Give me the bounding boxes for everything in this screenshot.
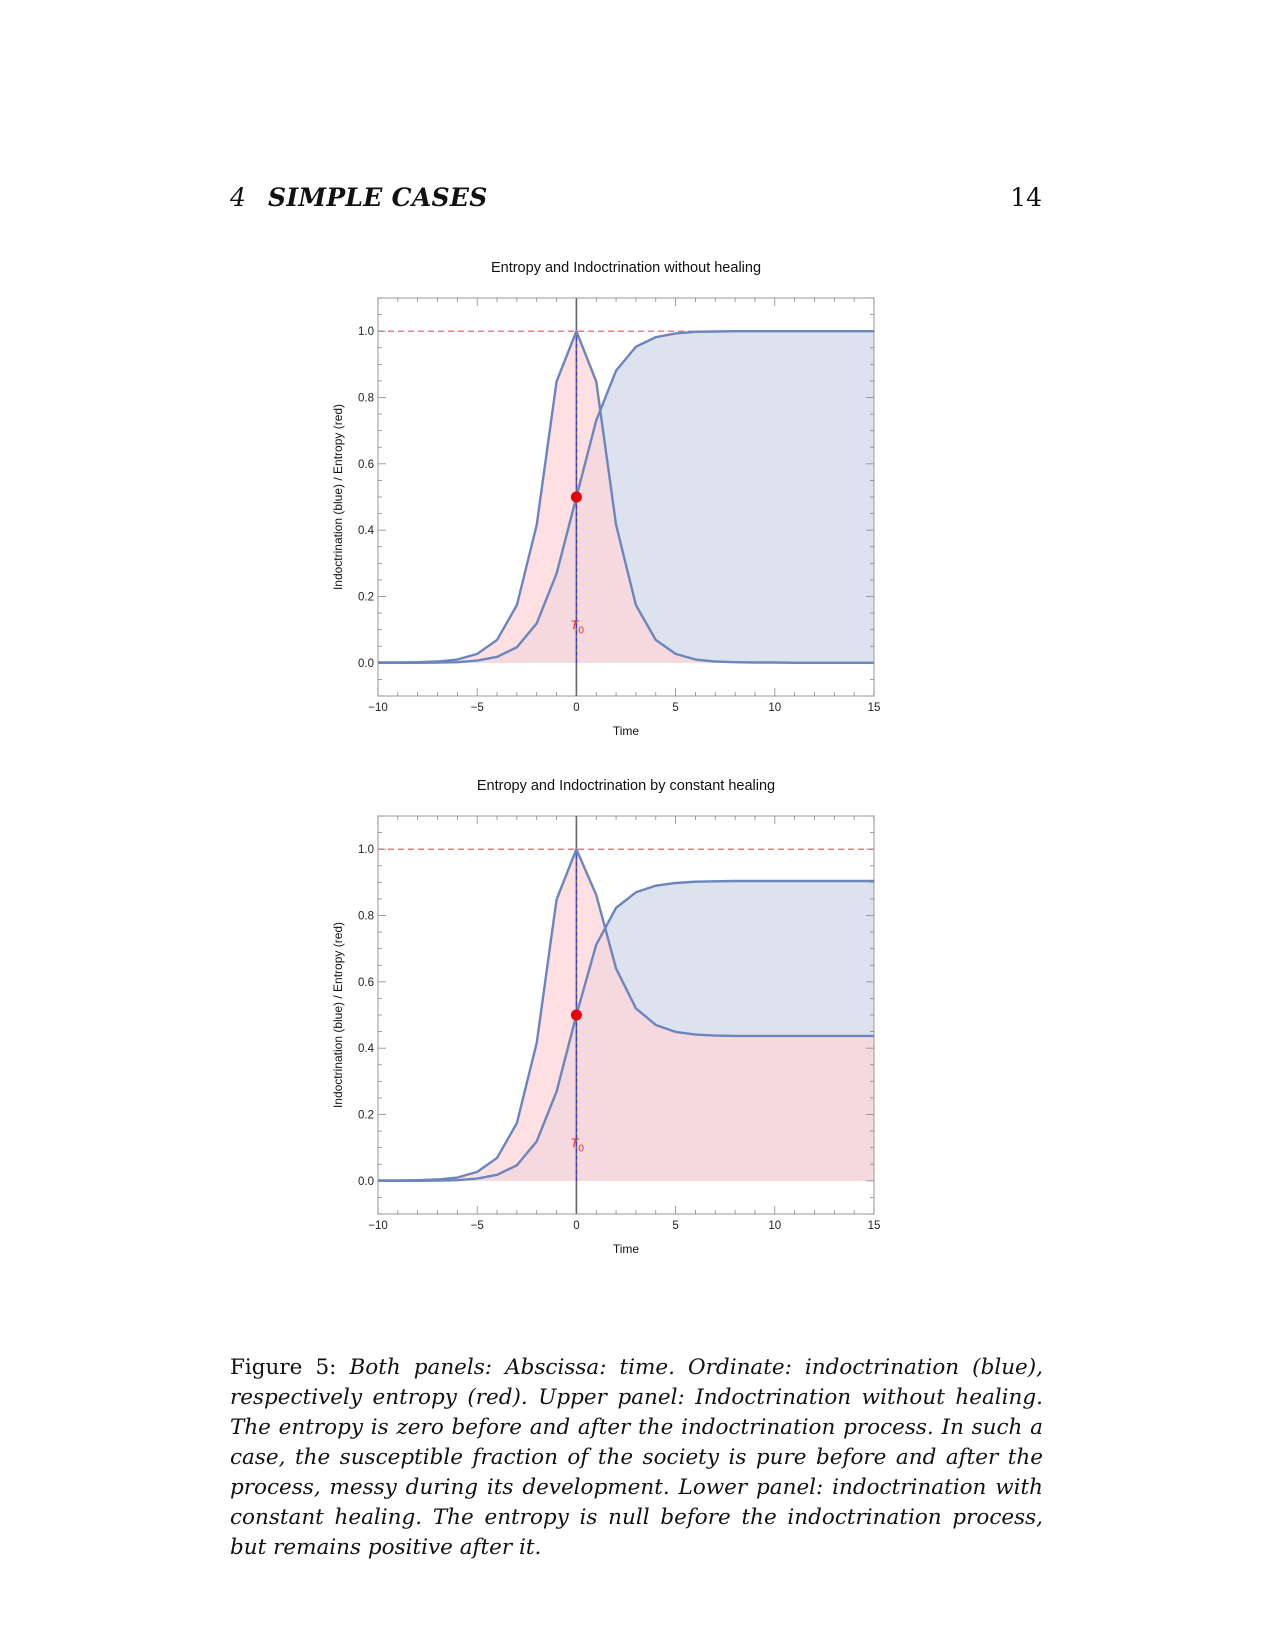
x-tick-label: 15 <box>867 1220 881 1232</box>
y-tick-label: 0.4 <box>358 1043 374 1056</box>
y-tick-label: 0.6 <box>358 976 374 989</box>
y-tick-label: 0.6 <box>358 458 374 471</box>
running-header <box>230 183 1042 223</box>
t0-label-main: T <box>570 617 579 633</box>
caption-label: Figure 5: <box>230 1355 337 1380</box>
half-point-marker <box>571 1010 582 1021</box>
half-point-marker <box>571 492 582 503</box>
x-axis-label: Time <box>612 1242 640 1256</box>
x-tick-label: 0 <box>573 702 580 714</box>
x-tick-label: −5 <box>470 1220 484 1232</box>
chart-title: Entropy and Indoctrination by constant healing <box>476 778 776 794</box>
t0-label-sub: 0 <box>578 1143 584 1155</box>
y-tick-label: 0.8 <box>358 910 374 923</box>
t0-label-sub: 0 <box>578 625 584 637</box>
upper-panel-svg <box>320 258 960 778</box>
x-tick-label: −10 <box>368 702 388 714</box>
y-tick-label: 0.4 <box>358 525 374 538</box>
y-tick-label: 0.2 <box>358 591 374 604</box>
x-tick-label: 15 <box>867 702 881 714</box>
chart-title: Entropy and Indoctrination without healing <box>490 260 762 276</box>
section-number: 4 <box>230 183 246 212</box>
y-tick-label: 1.0 <box>358 326 374 339</box>
x-tick-label: 10 <box>768 1220 782 1232</box>
x-tick-label: 0 <box>573 1220 580 1232</box>
figure-caption <box>230 1353 1043 1563</box>
lower-panel-chart <box>320 776 960 1296</box>
x-tick-label: 10 <box>768 702 782 714</box>
x-tick-label: −5 <box>470 702 484 714</box>
y-tick-label: 0.8 <box>358 392 374 405</box>
x-tick-label: 5 <box>672 702 679 714</box>
caption-text: Both panels: Abscissa: time. Ordinate: indoctrination (blue), respectively entropy (red). Upper panel: Indoctrination without healing. The entropy is zero before and after the indoctrination process. In such a case, the susceptible fraction of the society is pure before and after the process, messy during its development. Lower panel: indoctrination with constant healing. The entropy is null before the indoctrination process, but remains positive after it. <box>230 1355 1043 1560</box>
upper-panel-chart <box>320 258 960 778</box>
y-tick-label: 1.0 <box>358 844 374 857</box>
y-axis-label: Indoctrination (blue) / Entropy (red) <box>331 403 345 591</box>
t0-label-main: T <box>570 1135 579 1151</box>
y-axis-label: Indoctrination (blue) / Entropy (red) <box>331 921 345 1109</box>
section-title: SIMPLE CASES <box>268 183 488 212</box>
page-number: 14 <box>1010 183 1042 212</box>
lower-panel-svg <box>320 776 960 1296</box>
x-tick-label: 5 <box>672 1220 679 1232</box>
y-tick-label: 0.2 <box>358 1109 374 1122</box>
y-tick-label: 0.0 <box>358 1175 374 1188</box>
y-tick-label: 0.0 <box>358 657 374 670</box>
x-tick-label: −10 <box>368 1220 388 1232</box>
x-axis-label: Time <box>612 724 640 738</box>
